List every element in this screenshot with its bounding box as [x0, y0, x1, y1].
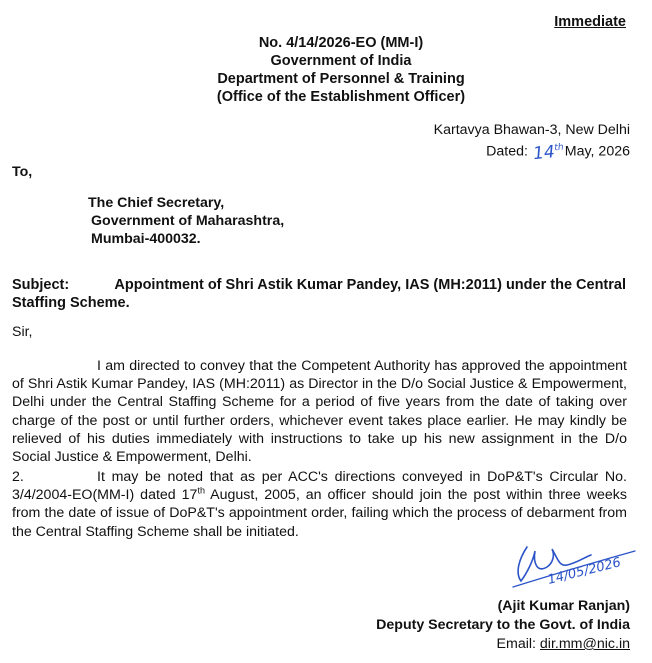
subject-block	[12, 276, 626, 312]
letter-header	[0, 34, 652, 106]
to-label: To,	[12, 164, 33, 180]
dated-rest: May, 2026	[564, 143, 630, 160]
handwritten-signature	[505, 543, 640, 598]
subject-line-1: Appointment of Shri Astik Kumar Pandey, IAS (MH:2011) under the Central	[114, 277, 626, 293]
government-name: Government of India	[270, 53, 412, 69]
paragraph-2: 2. It may be noted that as per ACC's directions conveyed in DoP&T's Circular No. 3/4/2004-EO(MM-I) dated 17th August, 2005, an officer should join the post within three weeks from the date of issue of DoP&T's appointment order, failing which the process of debarment from the Central Staffing Scheme shall be initiated.	[12, 469, 627, 540]
file-number: No. 4/14/2026-EO (MM-I)	[258, 35, 424, 51]
subject-line-2: Staffing Scheme.	[12, 295, 130, 311]
addressee-line-1: The Chief Secretary,	[88, 195, 225, 211]
addressee-block	[88, 194, 284, 248]
place: Kartavya Bhawan-3, New Delhi	[433, 122, 630, 138]
office-name: (Office of the Establishment Officer)	[216, 89, 466, 105]
email-link[interactable]: dir.mm@nic.in	[539, 636, 630, 652]
email-line	[376, 635, 630, 654]
place-date-block	[433, 122, 630, 165]
urgency-label: Immediate	[554, 14, 626, 30]
signatory-designation: Deputy Secretary to the Govt. of India	[376, 617, 630, 633]
signature-date: 14/05/2026	[546, 555, 623, 588]
signatory-name: (Ajit Kumar Ranjan)	[497, 598, 630, 614]
signatory-block	[376, 597, 630, 654]
department-name: Department of Personnel & Training	[217, 71, 465, 87]
salutation: Sir,	[12, 324, 33, 340]
dated-prefix: Dated:	[486, 143, 528, 160]
paragraph-number: 2.	[12, 469, 24, 485]
addressee-line-2: Government of Maharashtra,	[91, 213, 285, 229]
addressee-line-3: Mumbai-400032.	[91, 231, 201, 247]
paragraph-1: I am directed to convey that the Competent Authority has approved the appointment of Shri Astik Kumar Pandey, IAS (MH:2011) as Director in the D/o Social Justice & Empowerment, Delhi under the Central Staffing Scheme for a period of five years from the date of taking over charge of the post or until further orders, whichever event takes place earlier. He may kindly be relieved of his duties immediately with instructions to take up his new assignment in the D/o Social Justice & Empowerment, Delhi.	[12, 358, 627, 466]
handwritten-day: 14th	[532, 142, 564, 165]
dated-line	[434, 139, 630, 165]
email-label: Email:	[496, 636, 536, 652]
subject-label: Subject:	[12, 277, 70, 293]
